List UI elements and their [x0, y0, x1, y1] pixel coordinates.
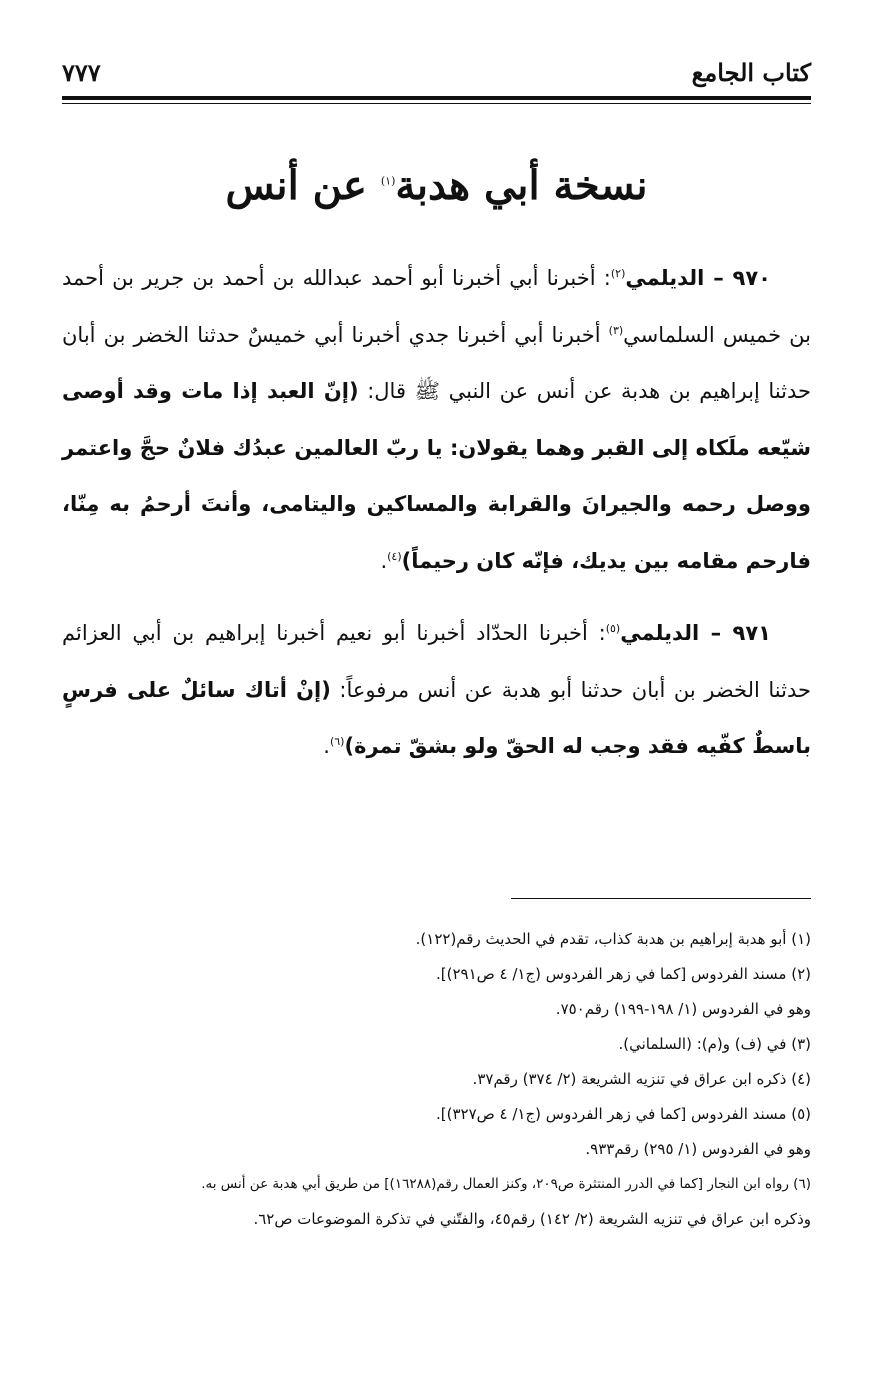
footnote-6: (٦) رواه ابن النجار [كما في الدرر المنتثرة ص٢٠٩، وكنز العمال رقم(١٦٢٨٨)] من طريق أبي هدبة عن أنس به.	[201, 1176, 811, 1192]
footnote-1: (١) أبو هدبة إبراهيم بن هدبة كذاب، تقدم في الحديث رقم(١٢٢).	[415, 930, 811, 948]
footnote-marker-2: (٢)	[610, 267, 626, 280]
body-text	[62, 250, 811, 791]
chapter-title-main: نسخة أبي هدبة	[395, 162, 648, 209]
header-rule	[62, 96, 811, 104]
hadith-source: الديلمي	[625, 266, 705, 290]
hadith-971	[62, 605, 811, 775]
hadith-dash: –	[699, 621, 733, 645]
hadith-matn: (إنّ العبد إذا مات وقد أوصى شيّعه ملَكاه إلى القبر وهما يقولان: يا ربّ العالمين عبدُك فلانٌ حجَّ واعتمر ووصل رحمه والجيرانَ والقرابة والمساكين واليتامى، وأنتَ أرحمُ به مِنّا، فارحم مقامه بين يديك، فإنّه كان رحيماً)	[62, 379, 811, 573]
footnote-rule	[511, 898, 811, 899]
hadith-number: ٩٧٠	[732, 266, 771, 290]
footnote-4: (٤) ذكره ابن عراق في تنزيه الشريعة (٢/ ٣٧٤) رقم٣٧.	[472, 1070, 811, 1088]
footnote-2: (٢) مسند الفردوس [كما في زهر الفردوس (ج١/ ٤ ص٢٩١)].	[435, 965, 811, 983]
footnote-5-cont: وهو في الفردوس (١/ ٢٩٥) رقم٩٣٣.	[585, 1140, 811, 1158]
page-number: ٧٧٧	[62, 57, 101, 87]
end-period: .	[323, 734, 330, 758]
footnote-marker-6: (٦)	[329, 735, 345, 748]
footnote-marker-4: (٤)	[387, 549, 402, 563]
footnote-6-cont: وذكره ابن عراق في تنزيه الشريعة (٢/ ١٤٢) رقم٤٥، والفتّني في تذكرة الموضوعات ص٦٢.	[253, 1210, 811, 1228]
chapter-title-rest: عن أنس	[225, 162, 381, 209]
running-head	[62, 52, 811, 92]
footnote-marker-1: (١)	[380, 174, 396, 188]
footnote-marker-3: (٣)	[608, 323, 624, 337]
footnote-2-cont: وهو في الفردوس (١/ ١٩٨-١٩٩) رقم٧٥٠.	[555, 1000, 811, 1018]
footnote-5: (٥) مسند الفردوس [كما في زهر الفردوس (ج١/ ٤ ص٣٢٧)].	[435, 1105, 811, 1123]
hadith-source: الديلمي	[620, 621, 700, 645]
footnote-3: (٣) في (ف) و(م): (السلماني).	[618, 1035, 811, 1053]
hadith-matn: (إنْ أتاك سائلٌ على فرسٍ باسطٌ كفّيه فقد وجب له الحقّ ولو بشقّ تمرة)	[62, 677, 811, 758]
end-period: .	[380, 548, 388, 573]
hadith-number: ٩٧١	[732, 621, 771, 645]
source-colon: :	[595, 266, 611, 290]
hadith-dash: –	[704, 266, 733, 290]
chapter-title	[62, 150, 811, 222]
hadith-isnad: أخبرنا الحدّاد أخبرنا أبو نعيم أخبرنا إبراهيم بن أبي العزائم حدثنا الخضر بن أبان حدثنا أبو هدبة عن أنس مرفوعاً:	[62, 621, 811, 702]
footnote-marker-5: (٥)	[605, 622, 621, 635]
source-colon: :	[587, 621, 606, 645]
hadith-970	[62, 250, 811, 589]
hadith-isnad-cont: أخبرنا أبي أخبرنا جدي أخبرنا أبي خميسٌ حدثنا الخضر بن أبان حدثنا إبراهيم بن هدبة عن أنس عن النبي ﷺ قال:	[62, 322, 811, 403]
book-title: كتاب الجامع	[691, 57, 811, 87]
hadith-isnad: أخبرنا أبي أخبرنا أبو أحمد عبدالله بن أحمد بن جرير بن أحمد بن خميس السلماسي	[62, 266, 811, 347]
footnotes	[62, 922, 811, 1237]
